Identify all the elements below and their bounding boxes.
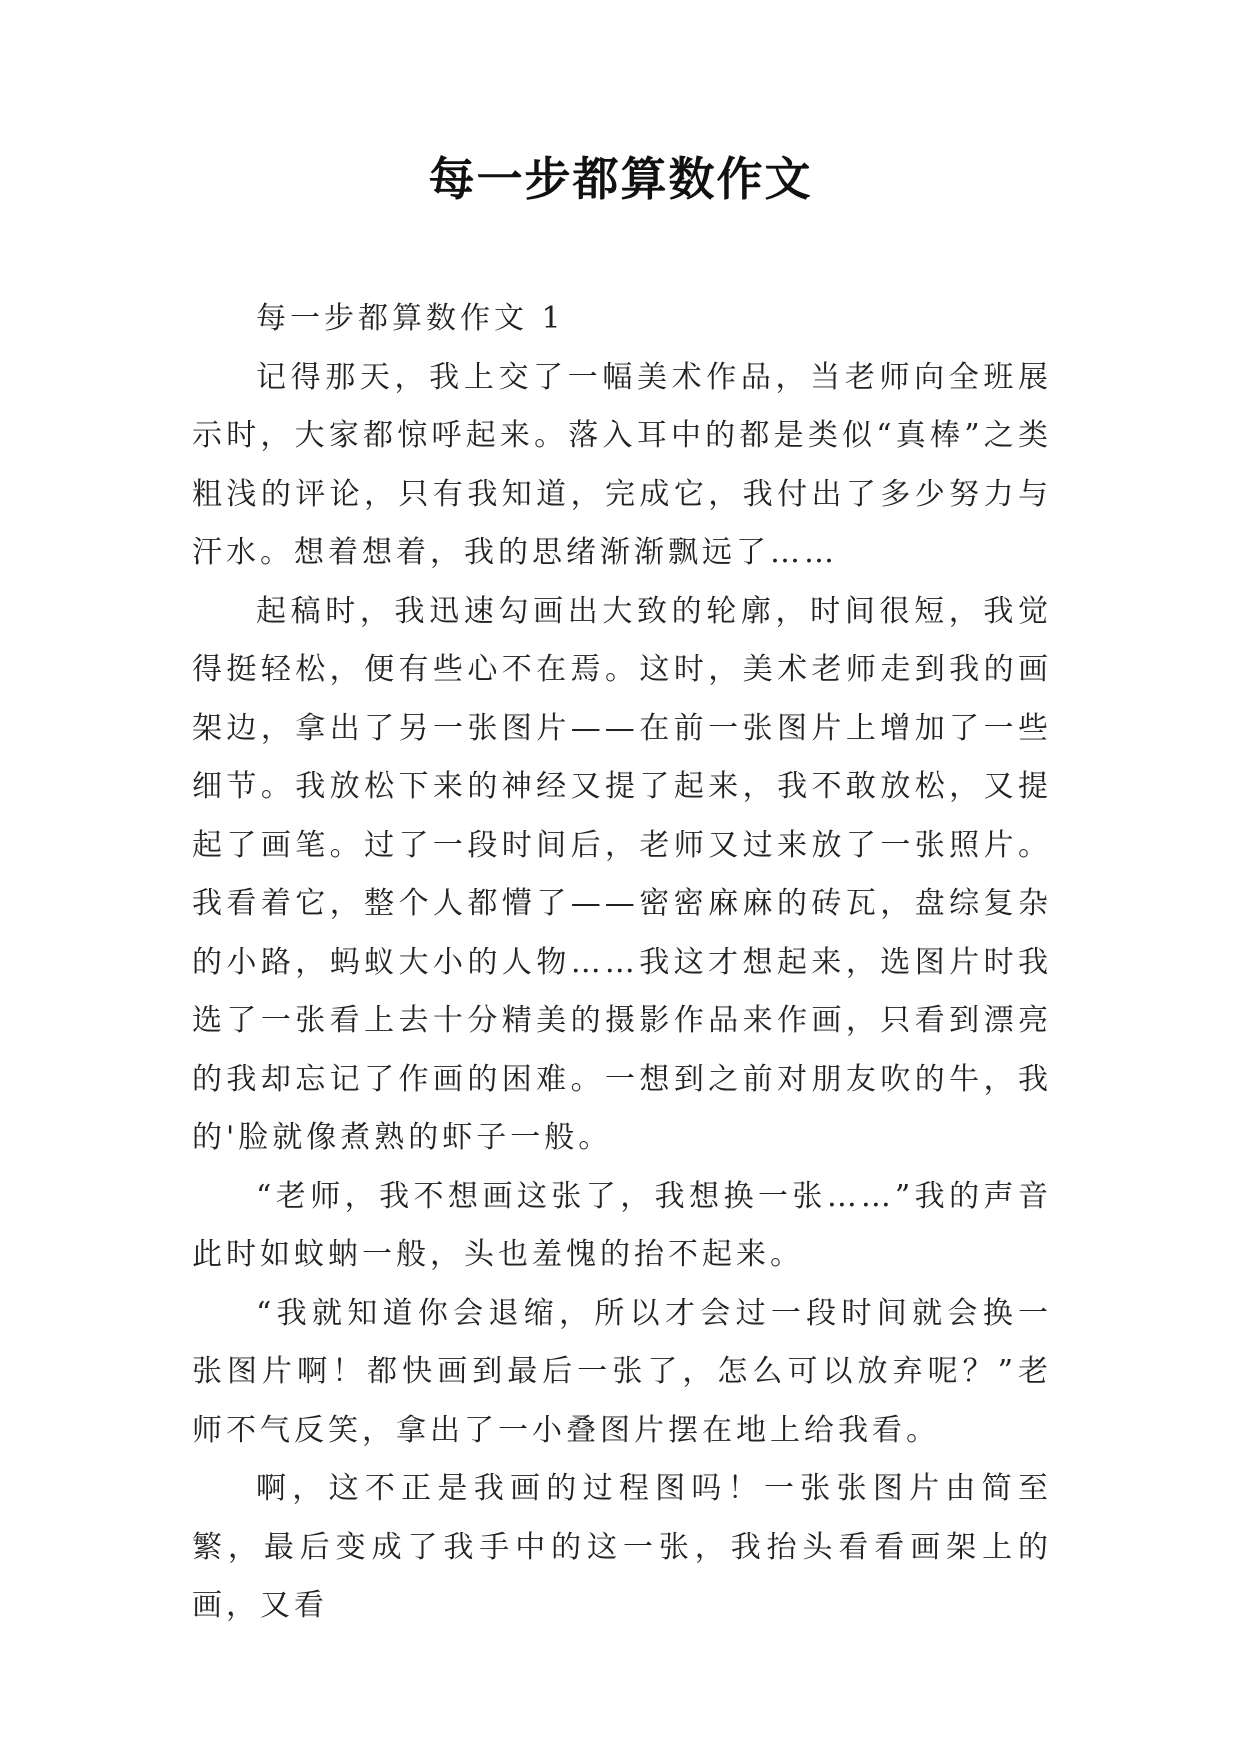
- document-body: [192, 290, 1052, 1636]
- paragraph: “老师，我不想画这张了，我想换一张……”我的声音此时如蚊蚋一般，头也羞愧的抬不起来。: [192, 1178, 1052, 1272]
- paragraph: “我就知道你会退缩，所以才会过一段时间就会换一张图片啊！都快画到最后一张了，怎么可以放弃呢？”老师不气反笑，拿出了一小叠图片摆在地上给我看。: [192, 1295, 1052, 1448]
- document-title: 每一步都算数作文: [428, 152, 813, 206]
- paragraph: 起稿时，我迅速勾画出大致的轮廓，时间很短，我觉得挺轻松，便有些心不在焉。这时，美术老师走到我的画架边，拿出了另一张图片——在前一张图片上增加了一些细节。我放松下来的神经又提了起来，我不敢放松，又提起了画笔。过了一段时间后，老师又过来放了一张照片。我看着它，整个人都懵了——密密麻麻的砖瓦，盘综复杂的小路，蚂蚁大小的人物……我这才想起来，选图片时我选了一张看上去十分精美的摄影作品来作画，只看到漂亮的我却忘记了作画的困难。一想到之前对朋友吹的牛，我的'脸就像煮熟的虾子一般。: [192, 593, 1052, 1155]
- paragraph: 啊，这不正是我画的过程图吗！一张张图片由简至繁，最后变成了我手中的这一张，我抬头看看画架上的画，又看: [192, 1471, 1052, 1623]
- section-heading: 每一步都算数作文 1: [256, 301, 565, 336]
- paragraph: 记得那天，我上交了一幅美术作品，当老师向全班展示时，大家都惊呼起来。落入耳中的都是类似“真棒”之类粗浅的评论，只有我知道，完成它，我付出了多少努力与汗水。想着想着，我的思绪渐渐飘远了……: [192, 359, 1052, 570]
